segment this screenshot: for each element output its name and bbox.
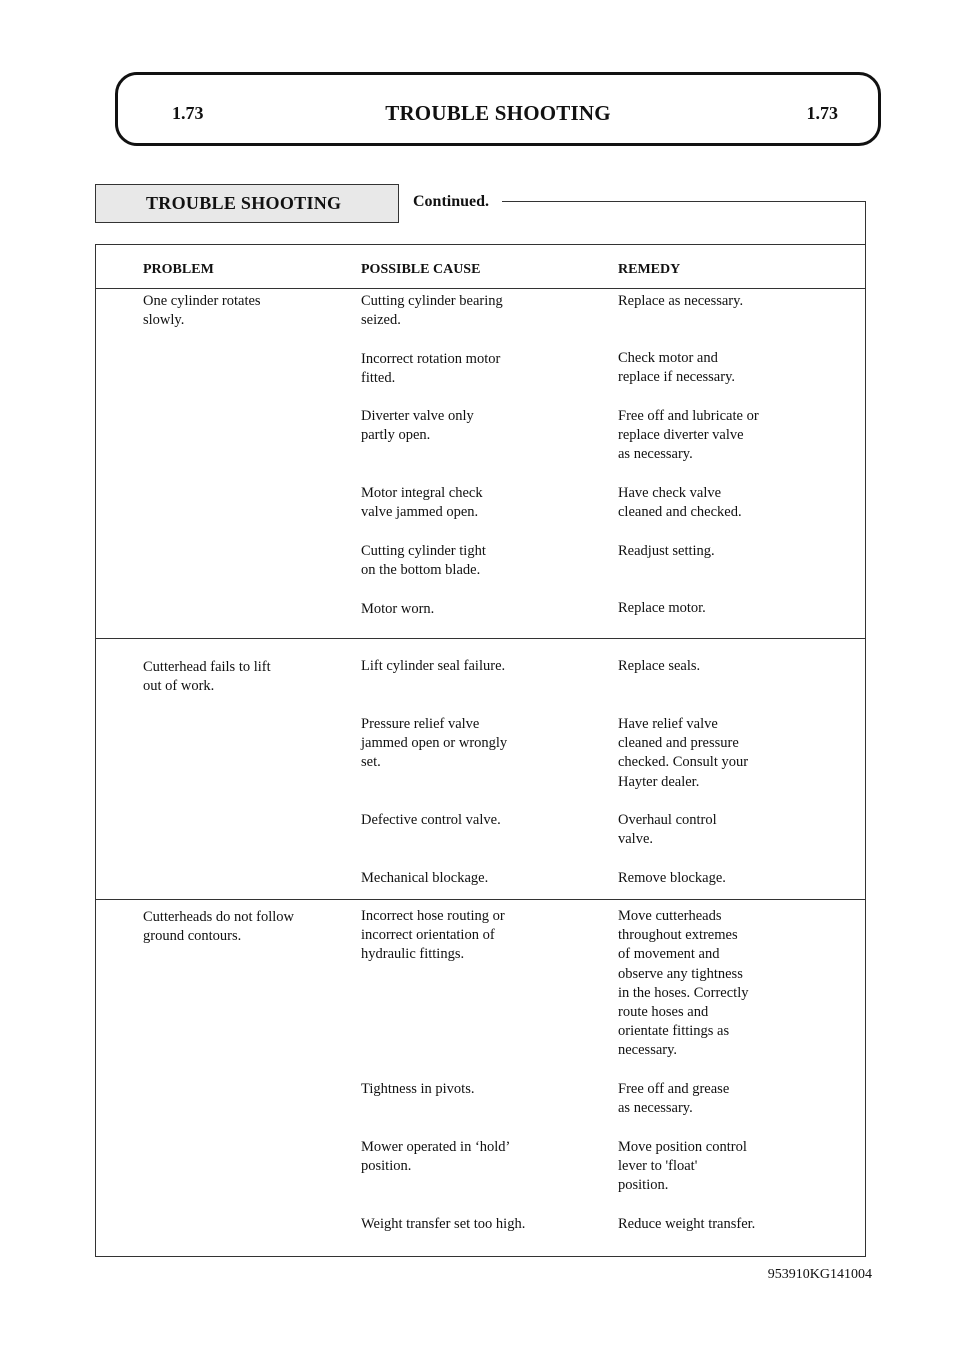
cause-cell: Incorrect hose routing or incorrect orientation of hydraulic fittings.	[361, 908, 505, 963]
cause-cell: Motor integral check valve jammed open.	[361, 485, 483, 521]
cause-cell: Weight transfer set too high.	[361, 1216, 526, 1232]
group-divider-2	[95, 899, 866, 900]
page-number-left: 1.73	[172, 103, 204, 123]
remedy-cell: Overhaul control valve.	[618, 812, 717, 848]
column-header-problem: PROBLEM	[143, 262, 214, 277]
remedy-cell: Check motor and replace if necessary.	[618, 350, 735, 386]
remedy-cell: Free off and lubricate or replace diverter valve as necessary.	[618, 408, 759, 463]
cause-cell: Diverter valve only partly open.	[361, 408, 474, 444]
cause-cell: Mechanical blockage.	[361, 870, 489, 886]
column-header-cause: POSSIBLE CAUSE	[361, 262, 481, 277]
cause-cell: Cutting cylinder bearing seized.	[361, 293, 503, 329]
remedy-cell: Replace seals.	[618, 658, 701, 674]
problem-cell: Cutterheads do not follow ground contours.	[143, 909, 295, 945]
cause-cell: Pressure relief valve jammed open or wrongly set.	[361, 716, 508, 771]
column-header-remedy: REMEDY	[618, 262, 681, 277]
cause-cell: Motor worn.	[361, 601, 435, 617]
remedy-cell: Readjust setting.	[618, 543, 715, 559]
remedy-cell: Replace motor.	[618, 600, 706, 616]
group-divider-1	[95, 638, 866, 639]
table-top-border	[95, 244, 866, 245]
problem-cell: Cutterhead fails to lift out of work.	[143, 659, 271, 695]
remedy-cell: Remove blockage.	[618, 870, 726, 886]
continued-rule	[502, 201, 866, 202]
remedy-cell: Have relief valve cleaned and pressure checked. Consult your Hayter dealer.	[618, 716, 749, 790]
remedy-cell: Replace as necessary.	[618, 293, 744, 309]
cause-cell: Lift cylinder seal failure.	[361, 658, 506, 674]
page-title: TROUBLE SHOOTING	[385, 101, 611, 125]
page-header	[115, 72, 881, 146]
remedy-cell: Have check valve cleaned and checked.	[618, 485, 742, 521]
table-bottom-border	[95, 1256, 866, 1257]
remedy-cell: Move cutterheads throughout extremes of movement and observe any tightness in the hoses. Correctly route hoses and orientate fittings as necessary.	[618, 908, 749, 1059]
cause-cell: Incorrect rotation motor fitted.	[361, 351, 501, 387]
table-left-border	[95, 244, 96, 1257]
section-label: TROUBLE SHOOTING	[95, 184, 399, 223]
cause-cell: Tightness in pivots.	[361, 1081, 475, 1097]
remedy-cell: Free off and grease as necessary.	[618, 1081, 730, 1117]
continued-label: Continued.	[413, 193, 490, 210]
document-code: 953910KG141004	[767, 1267, 872, 1282]
remedy-cell: Move position control lever to 'float' position.	[618, 1139, 747, 1194]
cause-cell: Defective control valve.	[361, 812, 501, 828]
table-right-border	[865, 244, 866, 1257]
cause-cell: Cutting cylinder tight on the bottom blade.	[361, 543, 486, 579]
table-right-border-top	[865, 201, 866, 245]
cause-cell: Mower operated in ‘hold’ position.	[361, 1139, 511, 1175]
remedy-cell: Reduce weight transfer.	[618, 1216, 756, 1232]
page-number-right: 1.73	[806, 103, 838, 123]
problem-cell: One cylinder rotates slowly.	[143, 293, 261, 329]
header-divider	[95, 288, 866, 289]
